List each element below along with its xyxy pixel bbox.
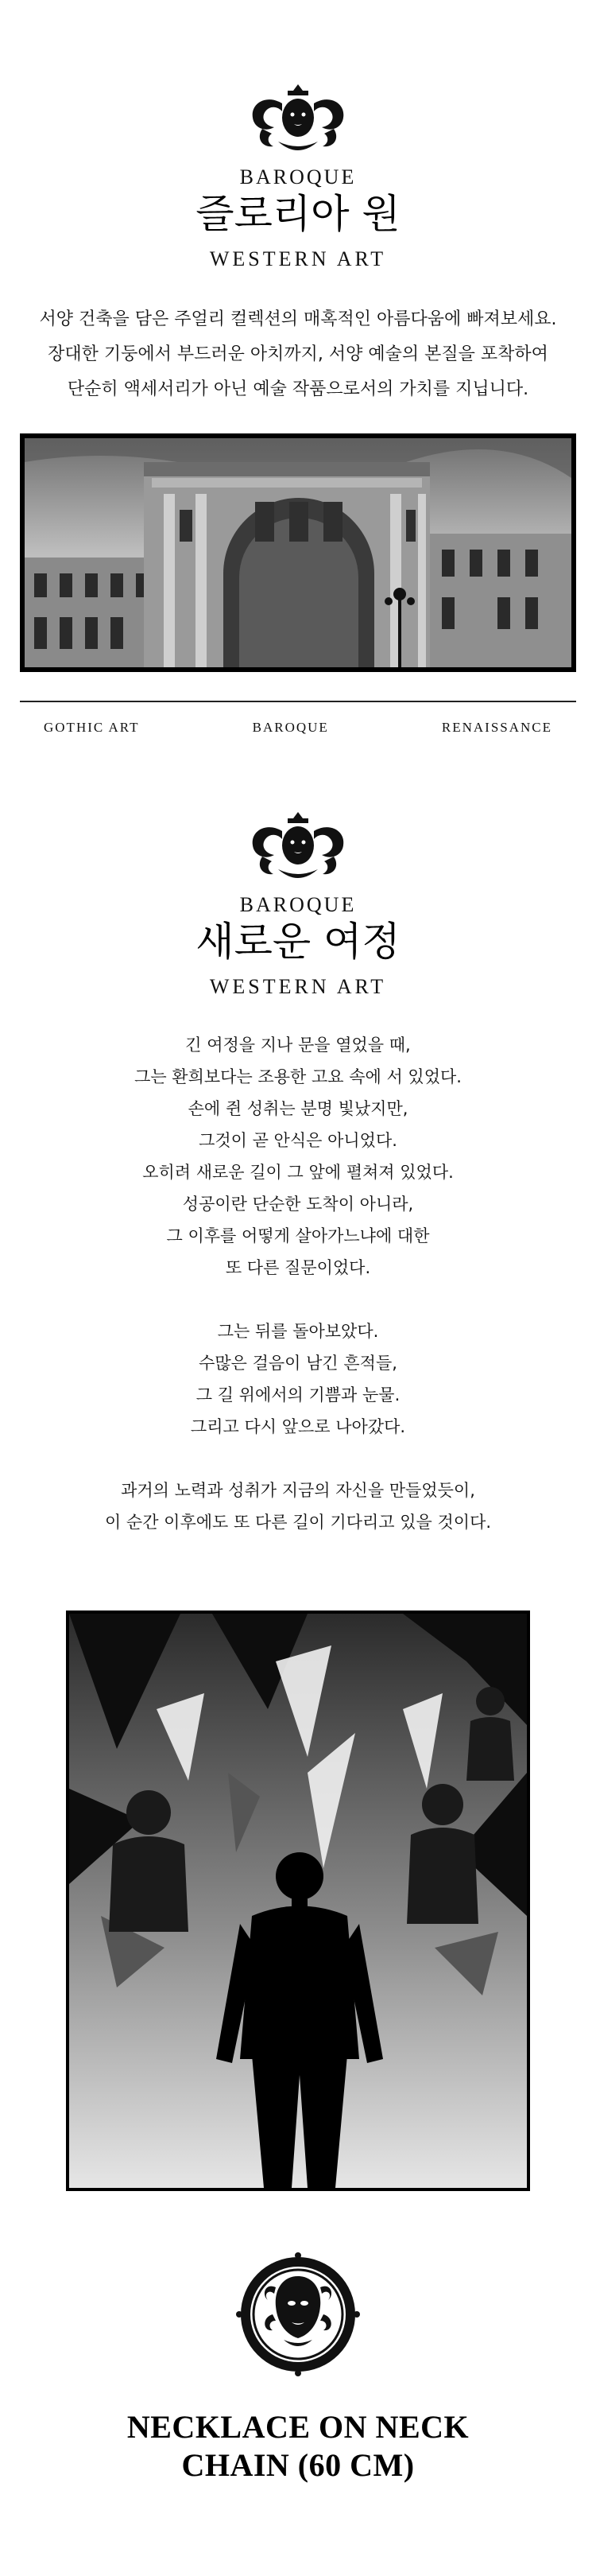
poem-line: 수많은 걸음이 남긴 흔적들, bbox=[199, 1354, 397, 1373]
eyebrow-baroque: BAROQUE bbox=[239, 165, 357, 188]
intro-line: 단순히 액세서리가 아닌 예술 작품으로서의 가치를 지닙니다. bbox=[67, 379, 529, 399]
lion-crest-icon bbox=[238, 807, 358, 887]
nav-item-renaissance[interactable]: RENAISSANCE bbox=[441, 720, 552, 735]
poem-line: 성공이란 단순한 도착이 아니라, bbox=[182, 1195, 414, 1214]
poem-line: 이 순간 이후에도 또 다른 길이 기다리고 있을 것이다. bbox=[104, 1513, 492, 1532]
hero-section bbox=[0, 80, 596, 271]
galleria-arch-photo bbox=[25, 438, 571, 667]
journey-section-header bbox=[0, 807, 596, 999]
subtitle-western-art: WESTERN ART bbox=[209, 247, 387, 270]
poem-line: 또 다른 질문이었다. bbox=[225, 1258, 371, 1277]
subtitle-western-art: WESTERN ART bbox=[209, 975, 387, 998]
poem-line: 그 이후를 어떻게 살아가느냐에 대한 bbox=[166, 1226, 430, 1245]
nav-item-baroque[interactable]: BAROQUE bbox=[252, 720, 329, 735]
poem-line: 긴 여정을 지나 문을 열었을 때, bbox=[185, 1035, 411, 1055]
shattered-journey-illustration bbox=[69, 1614, 527, 2188]
journey-illustration bbox=[66, 1610, 530, 2191]
medusa-medallion-icon bbox=[234, 2251, 362, 2378]
poem-line: 그는 뒤를 돌아보았다. bbox=[217, 1322, 379, 1341]
architecture-photo bbox=[20, 433, 576, 672]
lion-crest-icon bbox=[238, 80, 358, 159]
product-title-line1: NECKLACE ON NECK bbox=[126, 2409, 470, 2445]
journey-poem bbox=[0, 1029, 596, 1538]
product-title-line2: CHAIN (60 CM) bbox=[181, 2447, 415, 2483]
poem-line: 손에 쥔 성취는 분명 빛났지만, bbox=[188, 1099, 408, 1118]
section-title: 즐로리아 원 bbox=[195, 191, 401, 237]
intro-line: 장대한 기둥에서 부드러운 아치까지, 서양 예술의 본질을 포착하여 bbox=[48, 344, 548, 364]
poem-line: 그는 환희보다는 조용한 고요 속에 서 있었다. bbox=[134, 1067, 462, 1086]
nav-divider bbox=[20, 701, 576, 702]
category-nav bbox=[0, 720, 596, 736]
section-title: 새로운 여정 bbox=[195, 919, 401, 965]
intro-line: 서양 건축을 담은 주얼리 컬렉션의 매혹적인 아름다움에 빠져보세요. bbox=[39, 309, 557, 329]
product-title bbox=[0, 2408, 596, 2485]
nav-item-gothic-art[interactable]: GOTHIC ART bbox=[44, 720, 140, 735]
product-section bbox=[0, 2251, 596, 2485]
poem-line: 오히려 새로운 길이 그 앞에 펼쳐져 있었다. bbox=[142, 1163, 454, 1182]
eyebrow-baroque: BAROQUE bbox=[239, 893, 357, 916]
poem-line: 그것이 곧 안식은 아니었다. bbox=[199, 1131, 397, 1150]
poem-line: 그리고 다시 앞으로 나아갔다. bbox=[190, 1417, 406, 1436]
intro-text bbox=[0, 302, 596, 407]
poem-line: 과거의 노력과 성취가 지금의 자신을 만들었듯이, bbox=[121, 1481, 475, 1500]
poem-line: 그 길 위에서의 기쁨과 눈물. bbox=[195, 1385, 401, 1405]
